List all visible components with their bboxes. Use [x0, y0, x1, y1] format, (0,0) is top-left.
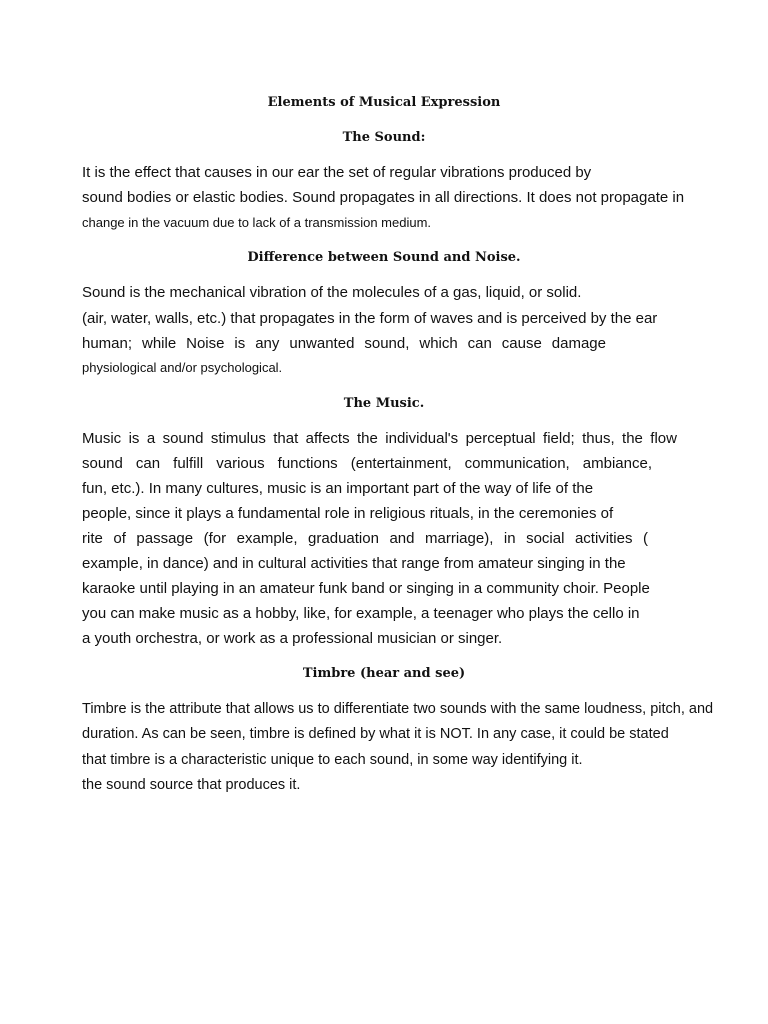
paragraph-line: It is the effect that causes in our ear the set of regular vibrations produced by: [82, 164, 592, 181]
paragraph-line: Sound is the mechanical vibration of the molecules of a gas, liquid, or solid.: [82, 284, 582, 301]
paragraph-line: the sound source that produces it.: [82, 777, 301, 793]
paragraph-line: karaoke until playing in an amateur funk band or singing in a community choir. People: [82, 580, 650, 597]
paragraph-line: fun, etc.). In many cultures, music is an important part of the way of life of the: [82, 480, 594, 497]
section-heading-sound-noise: Difference between Sound and Noise.: [247, 250, 521, 265]
paragraph-line: sound can fulfill various functions (entertainment, communication, ambiance,: [82, 455, 652, 472]
paragraph-line: you can make music as a hobby, like, for example, a teenager who plays the cello in: [82, 605, 640, 622]
section-heading-music: The Music.: [343, 396, 425, 411]
paragraph-line: sound bodies or elastic bodies. Sound propagates in all directions. It does not propagate in: [82, 189, 685, 206]
paragraph-line: change in the vacuum due to lack of a transmission medium.: [82, 215, 432, 230]
paragraph-line: people, since it plays a fundamental role in religious rituals, in the ceremonies of: [82, 505, 614, 522]
document-title: Elements of Musical Expression: [267, 95, 501, 110]
section-heading-timbre: Timbre (hear and see): [302, 666, 466, 681]
paragraph-line: human; while Noise is any unwanted sound, which can cause damage: [82, 335, 606, 352]
paragraph-line: (air, water, walls, etc.) that propagates in the form of waves and is perceived by the ear: [82, 310, 658, 327]
paragraph-line: that timbre is a characteristic unique to each sound, in some way identifying it.: [82, 752, 583, 768]
paragraph-line: example, in dance) and in cultural activities that range from amateur singing in the: [82, 555, 626, 572]
paragraph-line: duration. As can be seen, timbre is defined by what it is NOT. In any case, it could be stated: [82, 726, 669, 742]
paragraph-line: Timbre is the attribute that allows us to differentiate two sounds with the same loudness, pitch, and: [82, 701, 714, 717]
paragraph-line: rite of passage (for example, graduation and marriage), in social activities (: [82, 530, 648, 547]
section-heading-sound: The Sound:: [342, 130, 426, 145]
paragraph-line: physiological and/or psychological.: [82, 360, 283, 375]
paragraph-line: a youth orchestra, or work as a professional musician or singer.: [82, 630, 503, 647]
paragraph-line: Music is a sound stimulus that affects the individual's perceptual field; thus, the flow: [82, 430, 677, 447]
